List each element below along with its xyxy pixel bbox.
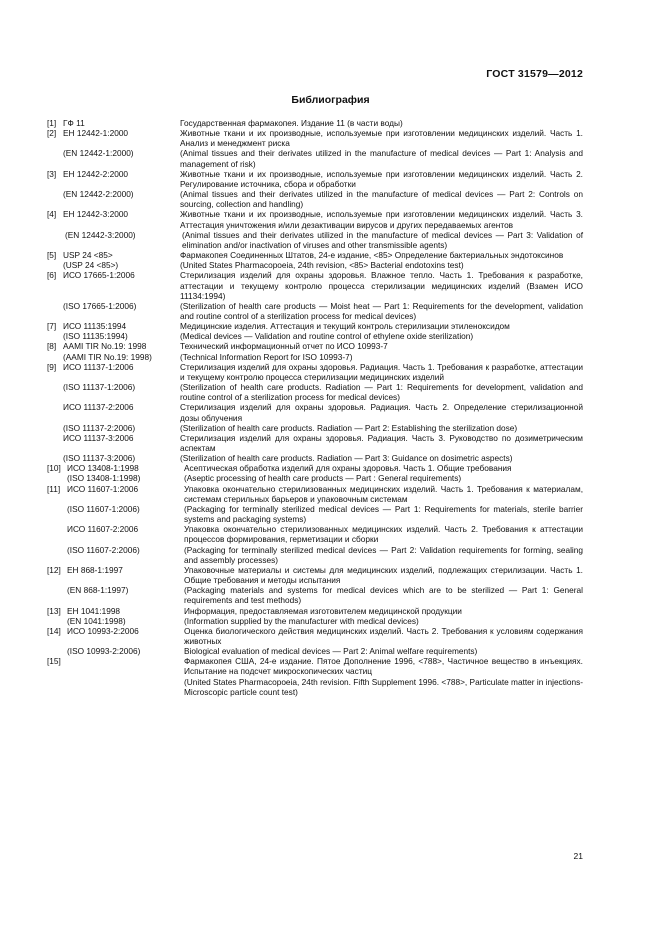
entry-number: [8] [47, 341, 57, 352]
entry-standard-code: (ISO 17665-1:2006) [63, 300, 137, 311]
entry-description: (Sterilization of health care products. Radiation — Part 2: Establishing the sterilization dose) [180, 422, 518, 433]
entry-standard-code: (EN 1041:1998) [67, 615, 126, 626]
entry-number [47, 504, 63, 524]
entry-number: [2] [47, 128, 57, 139]
bibliography-list [47, 118, 583, 697]
entry-description: (United States Pharmacopoeia, 24th revision, <85> Bacterial endotoxins test) [180, 260, 464, 271]
bibliography-entry [47, 606, 583, 616]
entry-description: (Sterilization of health care products — Moist heat — Part 1: Requirements for the development, validation and routine control of a sterilization process for medical devices) [180, 300, 583, 321]
entry-standard-code: ИСО 11137-3:2006 [63, 432, 134, 443]
entry-description: (Animal tissues and their derivates utilized in the manufacture of medical devices — Part 3: Validation of elimination and/or inactivation of viruses and other transmissible agents) [182, 229, 583, 250]
entry-description: (Technical Information Report for ISO 10993-7) [180, 351, 353, 362]
entry-standard-code: (ISO 11137-3:2006) [63, 453, 136, 464]
page-number: 21 [573, 851, 583, 861]
bibliography-entry [47, 626, 583, 646]
entry-description: Оценка биологического действия медицинских изделий. Часть 2. Требования к условиям содержания животных [184, 625, 583, 646]
entry-standard-code [63, 656, 184, 676]
entry-standard-code: ГФ 11 [63, 118, 85, 128]
entry-description: Упаковка окончательно стерилизованных медицинских изделий. Часть 1. Требования к материалам, системам стерильных барьеров и упаковочным системам [184, 483, 583, 504]
entry-number [47, 260, 63, 270]
entry-number: [15] [47, 656, 61, 667]
bibliography-entry [47, 331, 583, 341]
entry-number: [3] [47, 168, 57, 179]
entry-number [47, 189, 63, 209]
entry-description: Стерилизация изделий для охраны здоровья. Радиация. Часть 2. Определение стерилизационной дозы облучения [180, 402, 583, 423]
entry-number: [5] [47, 250, 57, 261]
entry-standard-code: (EN 12442-2:2000) [63, 189, 134, 200]
entry-number [47, 230, 63, 250]
bibliography-entry [47, 118, 583, 128]
entry-number: [6] [47, 270, 57, 281]
bibliography-entry [47, 616, 583, 626]
entry-standard-code: (ISO 11137-2:2006) [63, 422, 136, 433]
bibliography-entry [47, 362, 583, 382]
bibliography-entry [47, 128, 583, 148]
bibliography-entry [47, 646, 583, 656]
entry-number [47, 331, 63, 341]
bibliography-entry [47, 148, 583, 168]
page-title: Библиография [291, 94, 370, 106]
bibliography-entry [47, 301, 583, 321]
entry-number: [10] [47, 463, 61, 474]
entry-description: (Packaging for terminally sterilized medical devices — Part 2: Validation requirements for forming, sealing and assembly processes) [184, 544, 583, 565]
entry-description: Biological evaluation of medical devices — Part 2: Animal welfare requirements) [184, 646, 478, 657]
entry-standard-code: (USP 24 <85>) [63, 260, 119, 271]
bibliography-entry [47, 250, 583, 260]
bibliography-entry [47, 504, 583, 524]
entry-standard-code: ЕН 868-1:1997 [67, 564, 123, 575]
entry-number [47, 382, 63, 402]
bibliography-entry [47, 677, 583, 697]
entry-standard-code: (ISO 10993-2:2006) [67, 646, 141, 657]
bibliography-entry [47, 473, 583, 483]
bibliography-entry [47, 656, 583, 676]
bibliography-entry [47, 270, 583, 300]
entry-standard-code: ИСО 13408-1:1998 [67, 463, 139, 474]
entry-description: Фармакопея США, 24-е издание. Пятое Дополнение 1996, <788>, Частичное вещество в инъекциях. Испытание на подсчет микроскопических частиц [184, 656, 583, 677]
bibliography-entry [47, 484, 583, 504]
entry-description: Животные ткани и их производные, используемые при изготовлении медицинских изделий. Часть 1. Анализ и менеджмент риска [180, 128, 583, 149]
entry-description: Упаковка окончательно стерилизованных медицинских изделий. Часть 2. Требования к аттестации процессов формирования, герметизации и сборки [184, 524, 583, 545]
entry-description: Животные ткани и их производные, используемые при изготовлении медицинских изделий. Часть 2. Регулирование источника, сбора и обработки [180, 168, 583, 189]
bibliography-entry [47, 402, 583, 422]
entry-description: Животные ткани и их производные, используемые при изготовлении медицинских изделий. Часть 3. Аттестация уничтожения и/или дезактивации вирусов и других передаваемых агентов [180, 209, 583, 230]
entry-number [47, 585, 63, 605]
entry-number [47, 646, 63, 656]
entry-number: [1] [47, 118, 57, 128]
bibliography-entry [47, 463, 583, 473]
bibliography-entry [47, 169, 583, 189]
entry-standard-code: ИСО 11607-1:2006 [67, 483, 139, 494]
entry-number: [9] [47, 361, 57, 372]
bibliography-entry [47, 545, 583, 565]
entry-number [47, 352, 63, 362]
bibliography-entry [47, 321, 583, 331]
entry-number: [7] [47, 321, 57, 332]
entry-number [47, 677, 63, 697]
entry-standard-code: (ISO 13408-1:1998) [67, 473, 141, 484]
entry-number: [13] [47, 605, 61, 616]
entry-description: (Sterilization of health care products. Radiation — Part 1: Requirements for development, validation and routine control of a sterilization process for medical devices) [180, 382, 583, 403]
entry-number: [12] [47, 564, 61, 575]
bibliography-entry [47, 189, 583, 209]
entry-description: (Animal tissues and their derivates utilized in the manufacture of medical devices — Part 2: Controls on sourcing, collection and handling) [180, 189, 583, 210]
entry-description: Фармакопея Соединенных Штатов, 24-е издание, <85> Определение бактериальных эндотоксинов [180, 250, 564, 261]
entry-number [47, 473, 63, 483]
entry-number: [11] [47, 483, 61, 494]
bibliography-entry [47, 453, 583, 463]
entry-description: (Medical devices — Validation and routine control of ethylene oxide sterilization) [180, 331, 474, 342]
bibliography-entry [47, 341, 583, 351]
entry-description: Стерилизация изделий для охраны здоровья. Влажное тепло. Часть 1. Требования к разработке, аттестации и текущему контролю процесса стерилизации медицинских изделий (Взамен ИСО 11134:1994) [180, 270, 583, 301]
bibliography-entry [47, 565, 583, 585]
bibliography-entry [47, 230, 583, 250]
entry-description: Технический информационный отчет по ИСО 10993-7 [180, 341, 388, 352]
bibliography-entry [47, 524, 583, 544]
entry-standard-code: USP 24 <85> [63, 250, 113, 261]
bibliography-entry [47, 260, 583, 270]
entry-description: Асептическая обработка изделий для охраны здоровья. Часть 1. Общие требования [184, 463, 512, 474]
entry-standard-code: (ISO 11135:1994) [63, 331, 128, 342]
standard-code: ГОСТ 31579—2012 [486, 68, 583, 80]
entry-standard-code: ИСО 11137-1:2006 [63, 361, 134, 372]
entry-standard-code: (EN 12442-3:2000) [65, 229, 136, 240]
entry-standard-code: ИСО 11607-2:2006 [67, 524, 139, 535]
bibliography-entry [47, 382, 583, 402]
entry-description: Стерилизация изделий для охраны здоровья. Радиация. Часть 1. Требования к разработке, аттестации и текущему контролю процесса стерилизации медицинских изделий [180, 361, 583, 382]
entry-description: (United States Pharmacopoeia, 24th revision. Fifth Supplement 1996. <788>, Particulate matter in injections-Microscopic particle count test) [184, 676, 583, 697]
bibliography-entry [47, 585, 583, 605]
entry-standard-code: (ISO 11137-1:2006) [63, 382, 136, 393]
entry-number [47, 423, 63, 433]
entry-standard-code: ЕН 12442-2:2000 [63, 168, 129, 179]
entry-description: Государственная фармакопея. Издание 11 (в части воды) [180, 118, 403, 128]
entry-standard-code: ИСО 10993-2:2006 [67, 625, 139, 636]
entry-number [47, 148, 63, 168]
entry-number: [4] [47, 209, 57, 220]
entry-description: (Aseptic processing of health care products — Part : General requirements) [184, 473, 462, 484]
entry-standard-code: ЕН 12442-1:2000 [63, 128, 129, 139]
entry-number [47, 301, 63, 321]
entry-description: (Sterilization of health care products. Radiation — Part 3: Guidance on dosimetric aspects) [180, 453, 513, 464]
entry-number [47, 545, 63, 565]
bibliography-entry [47, 423, 583, 433]
entry-standard-code: (EN 868-1:1997) [67, 585, 129, 596]
entry-standard-code: AAMI TIR No.19: 1998 [63, 341, 147, 352]
entry-description: (Animal tissues and their derivates utilized in the manufacture of medical devices — Part 1: Analysis and management of risk) [180, 148, 583, 169]
entry-standard-code: ИСО 17665-1:2006 [63, 270, 135, 281]
entry-number [47, 524, 63, 544]
entry-standard-code: ЕН 12442-3:2000 [63, 209, 129, 220]
entry-number [47, 616, 63, 626]
entry-description: Упаковочные материалы и системы для медицинских изделий, подлежащих стерилизации. Часть 1. Общие требования и методы испытания [184, 564, 583, 586]
bibliography-entry [47, 433, 583, 453]
entry-standard-code: ИСО 11137-2:2006 [63, 402, 134, 413]
entry-standard-code: ЕН 1041:1998 [67, 605, 121, 616]
entry-number [47, 402, 63, 422]
entry-standard-code [63, 677, 184, 697]
entry-standard-code: (ISO 11607-1:2006) [67, 503, 140, 514]
entry-standard-code: (ISO 11607-2:2006) [67, 544, 140, 555]
entry-standard-code: (AAMI TIR No.19: 1998) [63, 351, 152, 362]
bibliography-entry [47, 352, 583, 362]
entry-number [47, 433, 63, 453]
entry-description: (Packaging materials and systems for medical devices which are to be sterilized — Part 1: General requirements and test methods) [184, 585, 583, 606]
entry-description: Стерилизация изделий для охраны здоровья. Радиация. Часть 3. Руководство по дозиметрическим аспектам [180, 432, 583, 453]
entry-description: (Packaging for terminally sterilized medical devices — Part 1: Requirements for materials, sterile barrier systems and packaging systems) [184, 503, 583, 525]
entry-number: [14] [47, 625, 61, 636]
entry-standard-code: (EN 12442-1:2000) [63, 148, 134, 159]
bibliography-entry [47, 209, 583, 229]
entry-standard-code: ИСО 11135:1994 [63, 321, 127, 332]
entry-number [47, 453, 63, 463]
entry-description: (Information supplied by the manufacturer with medical devices) [184, 615, 419, 626]
entry-description: Информация, предоставляемая изготовителем медицинской продукции [184, 605, 462, 616]
entry-description: Медицинские изделия. Аттестация и текущий контроль стерилизации этиленоксидом [180, 321, 510, 332]
